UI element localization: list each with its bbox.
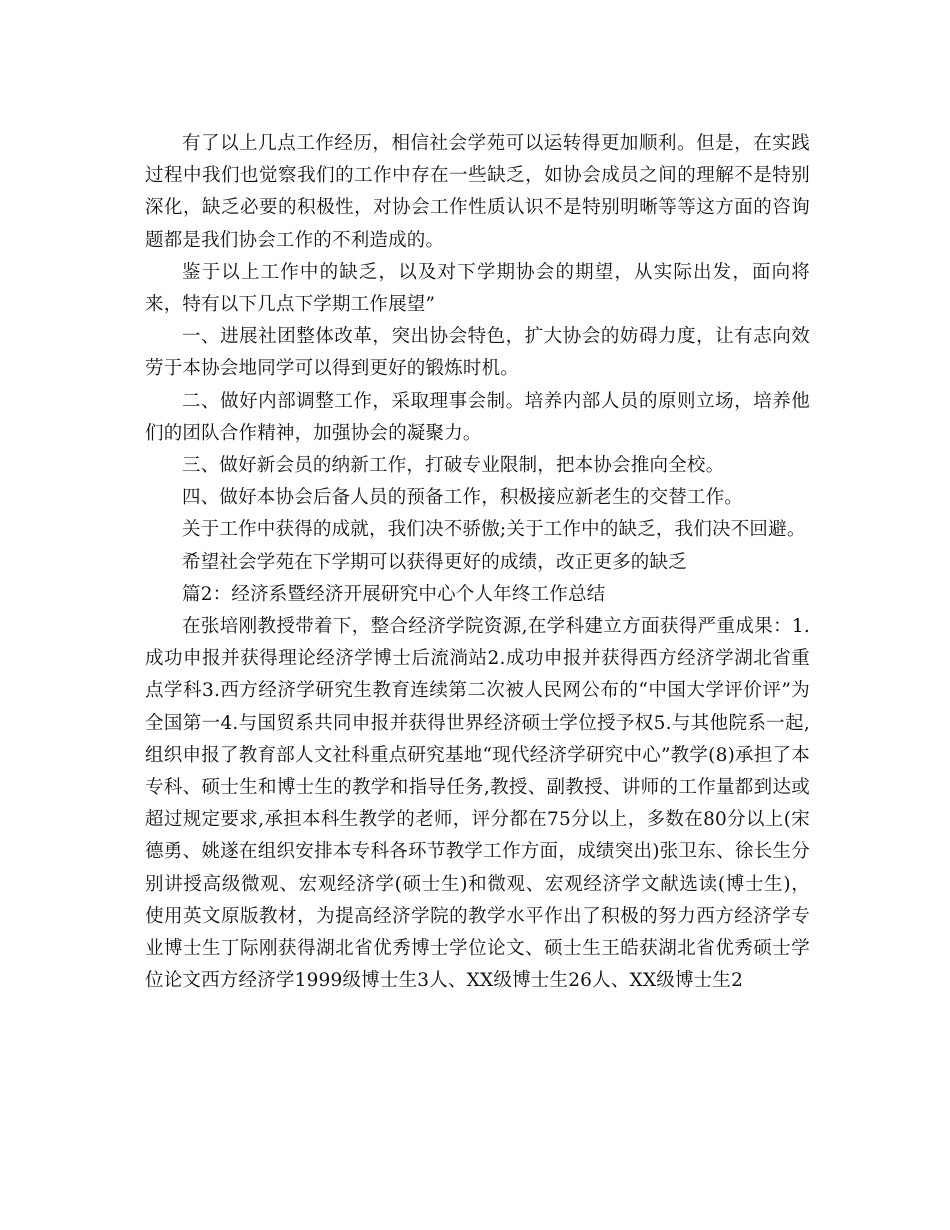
paragraph-problems: 有了以上几点工作经历，相信社会学苑可以运转得更加顺利。但是，在实践过程中我们也觉察我们的工作中存在一些缺乏，如协会成员之间的理解不是特别深化，缺乏必要的积极性，对协会工作性质认识不是特别明晰等等这方面的咨询题都是我们协会工作的不利造成的。 [145, 133, 810, 251]
paragraph-plan-1: 一、进展社团整体改革，突出协会特色，扩大协会的妨碍力度，让有志向效劳于本协会地同学可以得到更好的锻炼时机。 [145, 326, 810, 380]
paragraph-plan-3: 三、做好新会员的纳新工作，打破专业限制，把本协会推向全校。 [182, 455, 725, 477]
paragraph-attitude: 关于工作中获得的成就，我们决不骄傲;关于工作中的缺乏，我们决不回避。 [182, 519, 806, 541]
document-body [145, 128, 810, 997]
section-heading: 篇2：经济系暨经济开展研究中心个人年终工作总结 [182, 583, 606, 605]
paragraph-hope: 希望社会学苑在下学期可以获得更好的成绩，改正更多的缺乏 [182, 551, 687, 573]
paragraph-achievements: 在张培刚教授带着下，整合经济学院资源,在学科建立方面获得严重成果：1.成功申报并获得理论经济学博士后流淌站2.成功申报并获得西方经济学湖北省重点学科3.西方经济学研究生教育连续第二次被人民网公布的“中国大学评价评”为全国第一4.与国贸系共同申报并获得世界经济硕士学位授予权5.与其他院系一起,组织申报了教育部人文社科重点研究基地“现代经济学研究中心”教学(8)承担了本专科、硕士生和博士生的教学和指导任务,教授、副教授、讲师的工作量都到达或超过规定要求,承担本科生教学的老师，评分都在75分以上，多数在80分以上(宋德勇、姚遂在组织安排本专科各环节教学工作方面，成绩突出)张卫东、徐长生分别讲授高级微观、宏观经济学(硕士生)和微观、宏观经济学文献选读(博士生)，使用英文原版教材，为提高经济学院的教学水平作出了积极的努力西方经济学专业博士生丁际刚获得湖北省优秀博士学位论文、硕士生王皓获湖北省优秀硕士学位论文西方经济学1999级博士生3人、XX级博士生26人、XX级博士生2 [145, 616, 810, 992]
paragraph-plan-4: 四、做好本协会后备人员的预备工作，积极接应新老生的交替工作。 [182, 487, 744, 509]
paragraph-plan-2: 二、做好内部调整工作，采取理事会制。培养内部人员的原则立场，培养他们的团队合作精神，加强协会的凝聚力。 [145, 390, 810, 444]
paragraph-outlook-intro: 鉴于以上工作中的缺乏，以及对下学期协会的期望，从实际出发，面向将来，特有以下几点下学期工作展望” [145, 261, 810, 316]
